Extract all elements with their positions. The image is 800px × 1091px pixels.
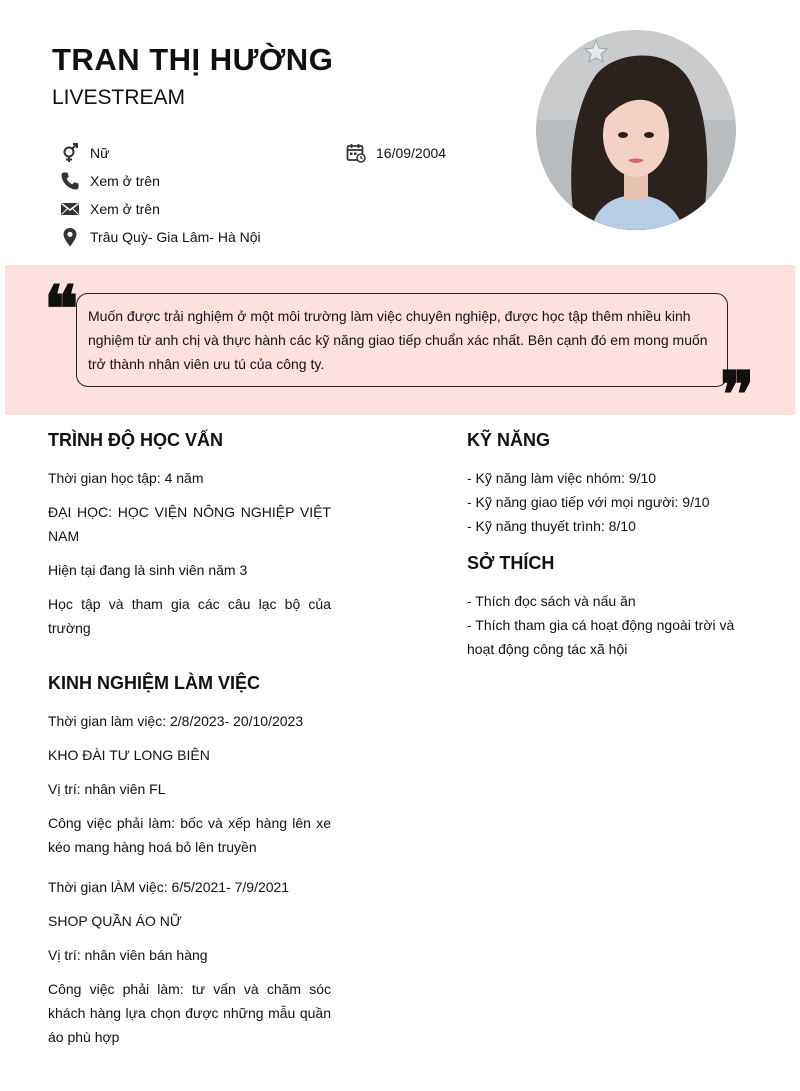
job-duties: Công việc phải làm: bốc và xếp hàng lên xe kéo mang hàng hoá bỏ lên truyền: [48, 815, 331, 855]
info-email: [60, 199, 160, 219]
skill-item: - Kỹ năng giao tiếp với mọi người: 9/10: [467, 494, 710, 510]
job-title: LIVESTREAM: [52, 86, 186, 109]
job-duties: Công việc phải làm: tư vấn và chăm sóc khách hàng lựa chọn được những mẫu quần áo phù hợp: [48, 981, 331, 1045]
phone-value: Xem ở trên: [90, 173, 160, 189]
education-line: Thời gian học tập: 4 năm: [48, 470, 204, 486]
phone-icon: [60, 171, 80, 191]
mail-icon: [60, 199, 80, 219]
email-value: Xem ở trên: [90, 201, 160, 217]
location-pin-icon: [60, 227, 80, 247]
gender-icon: [60, 143, 80, 163]
info-phone: [60, 171, 160, 191]
info-address: [60, 227, 261, 247]
job-period: Thời gian làm việc: 2/8/2023- 20/10/2023: [48, 713, 304, 729]
hobby-item: - Thích tham gia cá hoạt động ngoài trời và hoạt động công tác xã hội: [467, 617, 735, 657]
job-company: SHOP QUẦN ÁO NỮ: [48, 913, 182, 929]
skills-heading: KỸ NĂNG: [467, 430, 551, 450]
education-line: Học tập và tham gia các câu lạc bộ của trường: [48, 596, 331, 636]
job-position: Vị trí: nhân viên bán hàng: [48, 947, 208, 963]
job-company: KHO ĐÀI TƯ LONG BIÊN: [48, 747, 210, 763]
close-quote-icon: ❞: [720, 358, 755, 433]
birthdate-value: 16/09/2004: [376, 145, 447, 161]
candidate-name: TRAN THỊ HƯỜNG: [52, 42, 334, 77]
job-position: Vị trí: nhân viên FL: [48, 781, 166, 797]
info-gender: [60, 143, 109, 163]
address-value: Trâu Quỳ- Gia Lâm- Hà Nội: [90, 229, 261, 245]
gender-value: Nữ: [90, 145, 110, 161]
hobbies-heading: SỞ THÍCH: [467, 553, 555, 573]
skill-item: - Kỹ năng thuyết trình: 8/10: [467, 518, 636, 534]
calendar-icon: [346, 143, 366, 163]
objective-text: Muốn được trải nghiệm ở một môi trường làm việc chuyên nghiệp, được học tập thêm nhiều kinh nghiệm từ anh chị và thực hành các kỹ năng giao tiếp chuẩn xác nhất. Bên cạnh đó em mong muốn trở thành nhân viên ưu tú của công ty.: [88, 308, 708, 372]
profile-photo: [536, 30, 736, 230]
job-period: Thời gian lÀM việc: 6/5/2021- 7/9/2021: [48, 879, 290, 895]
hobby-item: - Thích đọc sách và nấu ăn: [467, 593, 636, 609]
skill-item: - Kỹ năng làm việc nhóm: 9/10: [467, 470, 657, 486]
info-birthdate: [346, 143, 446, 163]
open-quote-icon: ❝: [44, 272, 79, 347]
education-heading: TRÌNH ĐỘ HỌC VẤN: [48, 430, 223, 450]
education-line: ĐẠI HỌC: HỌC VIỆN NÔNG NGHIỆP VIỆT NAM: [48, 504, 331, 544]
experience-heading: KINH NGHIỆM LÀM VIỆC: [48, 673, 261, 693]
education-line: Hiện tại đang là sinh viên năm 3: [48, 562, 248, 578]
